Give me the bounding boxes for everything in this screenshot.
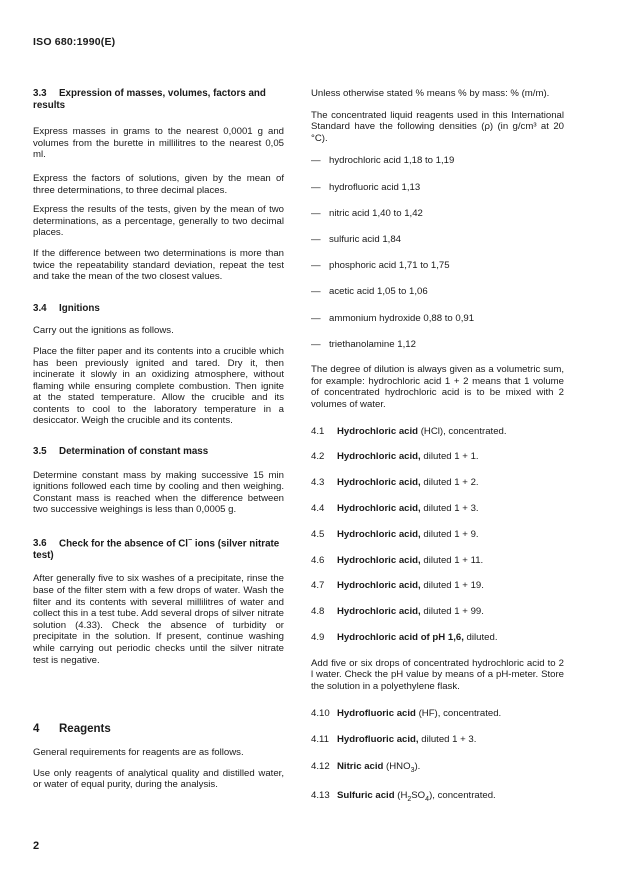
section-3-4-heading: 3.4 Ignitions (33, 302, 100, 314)
density-text: acetic acid 1,05 to 1,06 (329, 286, 428, 298)
ph-solution-instructions: Add five or six drops of concentrated hydrochloric acid to 2 l water. Check the pH value by means of a pH-meter. Store the solution in a polyethylene flask. (311, 657, 564, 692)
section-3-5-heading: 3.5 Determination of constant mass (33, 446, 209, 458)
section-3-3-para-1: Express masses in grams to the nearest 0,0001 g and volumes from the burette in millilitres to the nearest 0,05 ml. (33, 126, 284, 161)
section-3-5-para-1: Determine constant mass by making successive 15 min ignitions followed each time by cooling and then weighing. Constant mass is reached when the difference between two successive weighings is less than 0,0005 g. (33, 469, 284, 516)
mass-percent-note: Unless otherwise stated % means % by mass: % (m/m). (311, 88, 550, 99)
section-3-3-para-2: Express the factors of solutions, given by the mean of three determinations, to three decimal places. (33, 172, 284, 196)
density-item (311, 286, 564, 298)
section-3-3-para-4: If the difference between two determinations is more than twice the repeatability standard deviation, repeat the test and take the mean of the two closest values. (33, 247, 284, 283)
density-item (311, 339, 564, 351)
reagent-item: 4.7 Hydrochloric acid, diluted 1 + 19. (311, 580, 484, 592)
section-3-4-para-2: Place the filter paper and its contents into a crucible which has been previously ignited and tared. Dry it, then incinerate it slowly in an oxidizing atmosphere, without flaming while ensuring complete combustion. Then ignite at the stated temperature. Allow the crucible and its contents to cool to the laboratory temperature in a desiccator. Weigh the crucible and its contents. (33, 345, 284, 427)
reagent-item: 4.2 Hydrochloric acid, diluted 1 + 1. (311, 451, 479, 463)
density-text: phosphoric acid 1,71 to 1,75 (329, 260, 450, 272)
reagent-4-13: 4.13 Sulfuric acid $(H_2SO_4)$, concentrated. (311, 790, 496, 804)
section-3-6-para-1: After generally five to six washes of a precipitate, rinse the base of the filter stem with a few drops of water. Wash the filter and its contents with several millilitres of water and collect this in a test tube. Add several drops of silver nitrate solution (4.33). Check the absence of turbidity or precipitate in the solution. If present, continue washing while carrying out periodic checks until the silver nitrate test is negative. (33, 573, 284, 666)
density-item (311, 313, 564, 325)
density-text: sulfuric acid 1,84 (329, 233, 401, 245)
reagent-item: 4.3 Hydrochloric acid, diluted 1 + 2. (311, 477, 479, 489)
dash-marker: — (311, 260, 321, 272)
densities-intro: The concentrated liquid reagents used in this International Standard have the following densities (ρ) (in g/cm³ at 20 °C). (311, 109, 564, 144)
right-column (311, 88, 564, 806)
reagent-item: 4.1 Hydrochloric acid (HCl), concentrated. (311, 425, 507, 437)
dash-marker: — (311, 207, 321, 219)
page-number: 2 (33, 840, 40, 852)
density-item (311, 234, 564, 246)
section-4-para-2: Use only reagents of analytical quality and distilled water, or water of equal purity, during the analysis. (33, 767, 284, 791)
section-3-4-para-1: Carry out the ignitions as follows. (33, 325, 174, 337)
dash-marker: — (311, 286, 321, 298)
density-text: nitric acid 1,40 to 1,42 (329, 207, 423, 219)
reagent-list-2 (311, 708, 564, 746)
reagent-list (311, 426, 564, 644)
density-list (311, 155, 564, 350)
reagent-item: 4.6 Hydrochloric acid, diluted 1 + 11. (311, 554, 484, 566)
dash-marker: — (311, 181, 321, 193)
reagent-item: 4.5 Hydrochloric acid, diluted 1 + 9. (311, 528, 479, 540)
density-item (311, 182, 564, 194)
density-text: hydrochloric acid 1,18 to 1,19 (329, 155, 455, 167)
dash-marker: — (311, 338, 321, 350)
density-text: ammonium hydroxide 0,88 to 0,91 (329, 312, 475, 324)
density-item (311, 155, 564, 167)
reagent-item: 4.4 Hydrochloric acid, diluted 1 + 3. (311, 503, 479, 514)
reagent-item: 4.8 Hydrochloric acid, diluted 1 + 99. (311, 606, 484, 618)
reagent-item: 4.11 Hydrofluoric acid, diluted 1 + 3. (311, 734, 477, 746)
density-item (311, 260, 564, 272)
section-3-3-para-3: Express the results of the tests, given by the mean of two determinations, as a percentage, generally to two decimal places. (33, 204, 284, 239)
density-text: hydrofluoric acid 1,13 (329, 181, 421, 193)
section-4-heading: 4 Reagents (33, 723, 111, 736)
left-column (33, 88, 284, 791)
section-4-para-1: General requirements for reagents are as follows. (33, 747, 244, 759)
reagent-item: 4.10 Hydrofluoric acid (HF), concentrated. (311, 708, 502, 720)
reagent-4-12: 4.12 Nitric acid $(HNO_3)$. (311, 760, 421, 774)
dash-marker: — (311, 312, 321, 324)
dash-marker: — (311, 233, 321, 245)
reagent-item: 4.9 Hydrochloric acid of pH 1,6, diluted. (311, 631, 498, 643)
section-3-6-heading: 3.6 Check for the absence of Cl− ions (silver nitrate test) (33, 537, 280, 561)
dash-marker: — (311, 155, 321, 167)
density-text: triethanolamine 1,12 (329, 338, 416, 350)
page-header: ISO 680:1990(E) (33, 36, 116, 48)
section-3-3-heading: 3.3 Expression of masses, volumes, factors and results (33, 88, 266, 111)
dilution-note: The degree of dilution is always given as a volumetric sum, for example: hydrochloric acid 1 + 2 means that 1 volume of concentrated hydrochloric acid is to be mixed with 2 volumes of water. (311, 364, 564, 411)
density-item (311, 208, 564, 220)
